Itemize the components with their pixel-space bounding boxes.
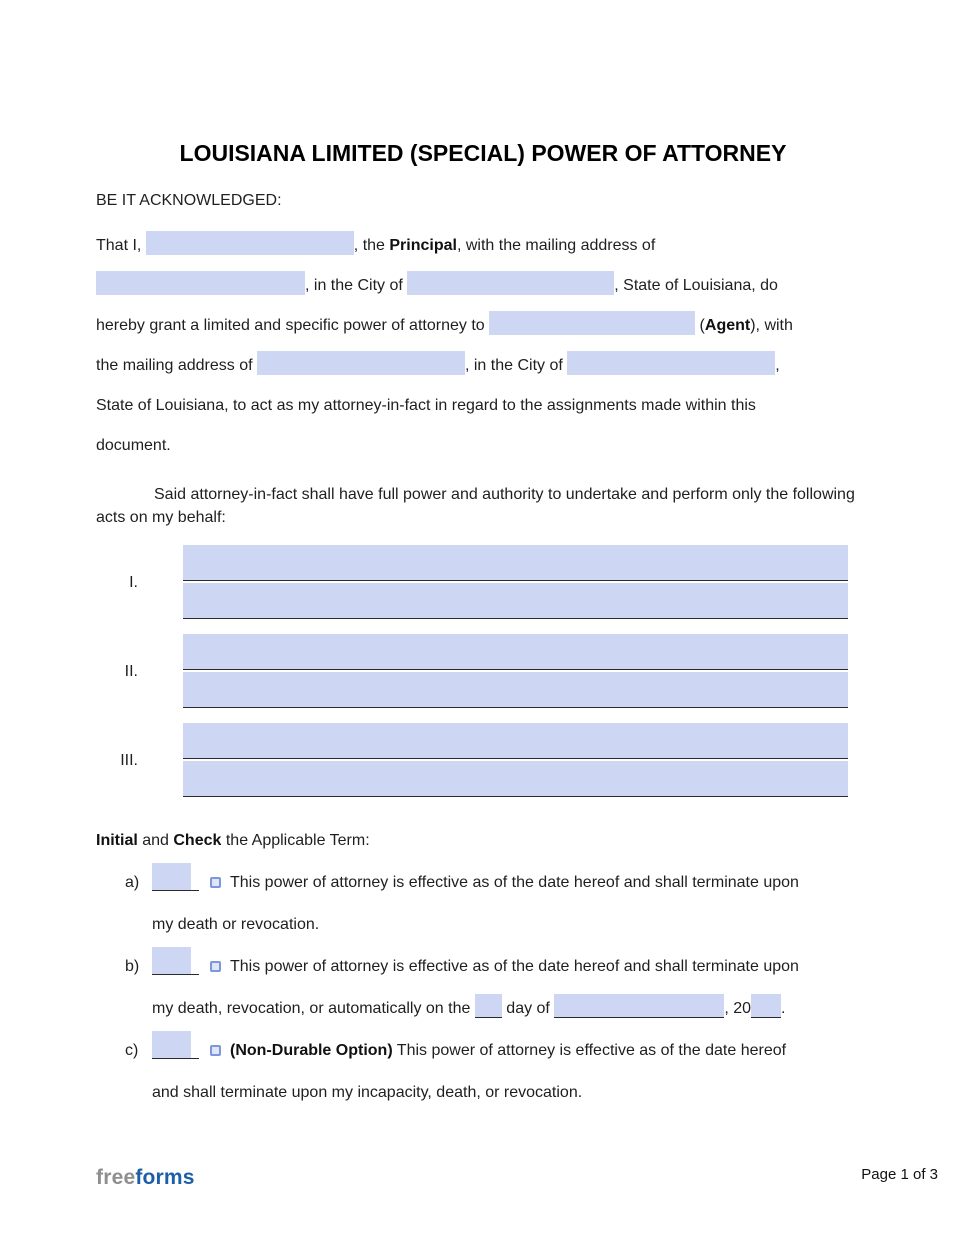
agent-name-field[interactable] (489, 311, 695, 335)
page-number: Page 1 of 3 (861, 1166, 938, 1183)
assignment-2-line-1-field[interactable] (183, 634, 848, 670)
term-b-label: b) (125, 958, 140, 975)
assignment-3-line-1-field[interactable] (183, 723, 848, 759)
agent-address-field[interactable] (257, 351, 465, 375)
terms-list (96, 862, 870, 1114)
terms-heading-bold: Initial (96, 832, 138, 849)
principal-name-field[interactable] (146, 231, 354, 255)
intro-paragraph (96, 226, 870, 466)
terms-heading (96, 831, 870, 851)
intro-line-3 (96, 306, 870, 346)
intro-text: , State of Louisiana, do (614, 277, 778, 294)
intro-line-5 (96, 386, 870, 426)
logo-forms-text: forms (135, 1166, 195, 1189)
terms-heading-text: the Applicable Term: (221, 832, 370, 849)
intro-text: , in the City of (464, 357, 568, 374)
term-a-label: a) (125, 874, 140, 891)
term-a-checkbox[interactable] (210, 877, 221, 888)
assignment-item-2 (96, 634, 870, 710)
term-b-day-field[interactable] (475, 994, 502, 1018)
term-c-checkbox[interactable] (210, 1045, 221, 1056)
intro-line-1 (96, 226, 870, 266)
intro-text: the mailing address of (96, 357, 257, 374)
intro-line-2 (96, 266, 870, 306)
term-a-initial-highlight (152, 863, 191, 890)
term-c-text: This power of attorney is effective as of the date hereof (392, 1042, 787, 1059)
term-b-text: my death, revocation, or automatically on the (152, 1000, 475, 1017)
term-c-initial-field[interactable] (152, 1039, 199, 1059)
assignment-item-1 (96, 545, 870, 621)
term-b-initial-highlight (152, 947, 191, 974)
term-b-text: day of (501, 1000, 555, 1017)
term-b-text: This power of attorney is effective as of the date hereof and shall terminate upon (230, 958, 799, 975)
term-c-bold: (Non-Durable Option) (230, 1042, 393, 1059)
principal-bold-label: Principal (389, 237, 457, 254)
assignment-3-numeral: III. (120, 752, 138, 769)
intro-text: document. (96, 437, 171, 454)
intro-text: , the (353, 237, 390, 254)
assignment-1-rows (183, 545, 848, 621)
term-a-initial-field[interactable] (152, 871, 199, 891)
term-c-label: c) (125, 1042, 139, 1059)
assignment-1-numeral: I. (129, 574, 138, 591)
term-c-line-2: and shall terminate upon my incapacity, death, or revocation. (152, 1084, 583, 1101)
term-a-line-2: my death or revocation. (152, 916, 320, 933)
principal-city-field[interactable] (407, 271, 614, 295)
assignment-item-3 (96, 723, 870, 799)
intro-text: , in the City of (305, 277, 408, 294)
intro-text: ), with (750, 317, 793, 334)
intro-text: ( (695, 317, 705, 334)
agent-city-field[interactable] (567, 351, 775, 375)
term-c-initial-highlight (152, 1031, 191, 1058)
assignment-1-line-2-field[interactable] (183, 583, 848, 619)
term-b-line-2 (152, 988, 870, 1030)
assignment-3-line-2-field[interactable] (183, 761, 848, 797)
agent-bold-label: Agent (704, 317, 751, 334)
intro-text: That I, (96, 237, 146, 254)
intro-line-6 (96, 426, 870, 466)
term-b-initial-field[interactable] (152, 955, 199, 975)
term-a-text: This power of attorney is effective as of the date hereof and shall terminate upon (230, 874, 799, 891)
assignment-2-numeral: II. (124, 663, 138, 680)
assignment-2-line-2-field[interactable] (183, 672, 848, 708)
terms-heading-text: and (137, 832, 174, 849)
intro-text: , (775, 357, 780, 374)
freeforms-logo (96, 1166, 195, 1190)
assignment-3-rows (183, 723, 848, 799)
term-b-month-field[interactable] (554, 994, 724, 1018)
logo-free-text: free (96, 1166, 136, 1189)
authority-paragraph: Said attorney-in-fact shall have full power and authority to undertake and perform only the following acts on my behalf: (96, 486, 855, 526)
acknowledgement-heading: BE IT ACKNOWLEDGED: (96, 192, 282, 209)
terms-heading-bold: Check (173, 832, 222, 849)
document-title: LOUISIANA LIMITED (SPECIAL) POWER OF ATTORNEY (179, 140, 787, 166)
intro-text: , with the mailing address of (456, 237, 656, 254)
term-b-checkbox[interactable] (210, 961, 221, 972)
term-b-year-field[interactable] (751, 994, 781, 1018)
assignments-section (96, 545, 870, 799)
term-b-text: , 20 (724, 1000, 752, 1017)
intro-line-4 (96, 346, 870, 386)
intro-text: hereby grant a limited and specific power of attorney to (96, 317, 490, 334)
term-b-line-1 (96, 946, 870, 988)
intro-text: State of Louisiana, to act as my attorney-in-fact in regard to the assignments made within this (96, 397, 756, 414)
term-c-line-1 (96, 1030, 870, 1072)
assignment-1-line-1-field[interactable] (183, 545, 848, 581)
term-a-line-1 (96, 862, 870, 904)
principal-address-field[interactable] (96, 271, 305, 295)
term-b-text: . (781, 1000, 786, 1017)
assignment-2-rows (183, 634, 848, 710)
